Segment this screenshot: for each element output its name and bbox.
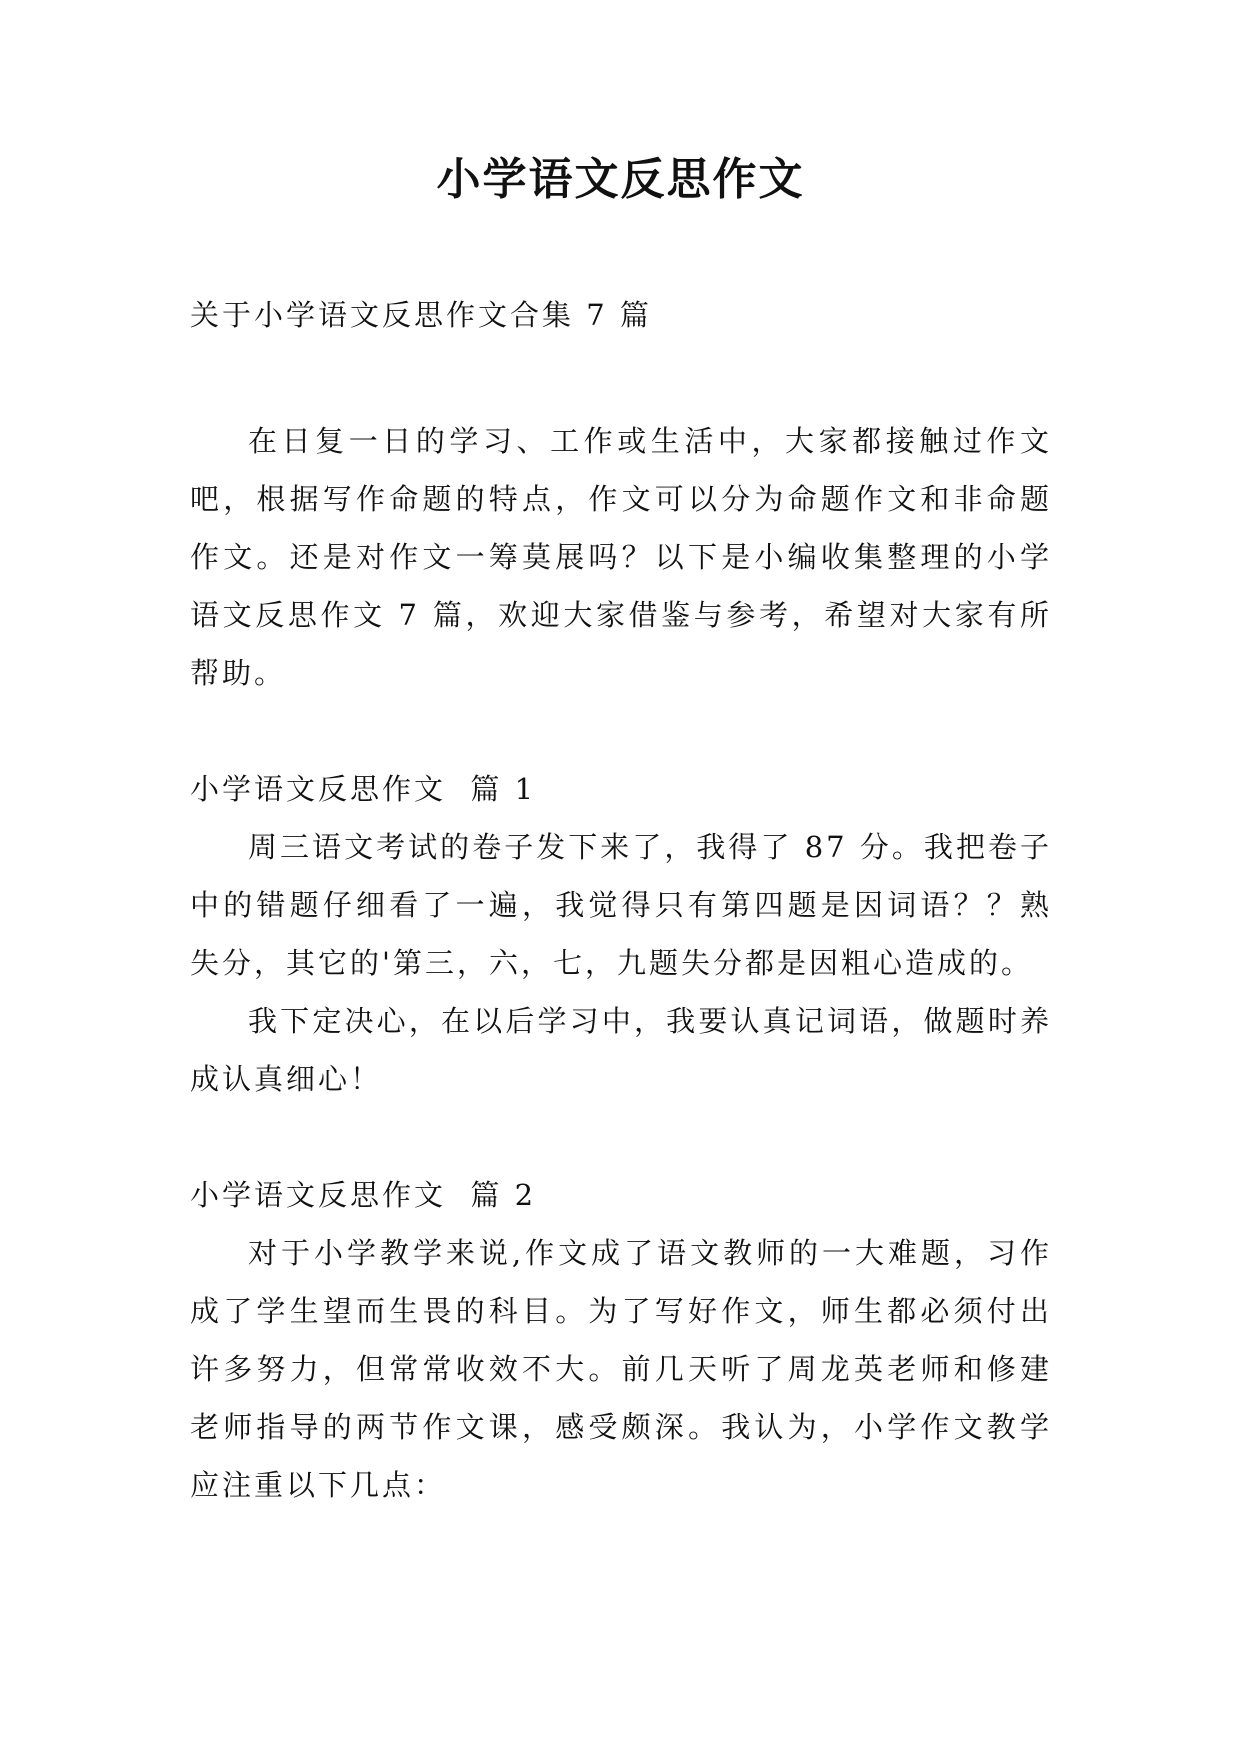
section-paragraph: 对于小学教学来说,作文成了语文教师的一大难题，习作成了学生望而生畏的科目。为了写好作文，师生都必须付出许多努力，但常常收效不大。前几天听了周龙英老师和修建老师指导的两节作文课，感受颇深。我认为，小学作文教学应注重以下几点： bbox=[190, 1236, 1052, 1502]
section-paragraph: 周三语文考试的卷子发下来了，我得了 87 分。我把卷子中的错题仔细看了一遍，我觉得只有第四题是因词语？？熟失分，其它的'第三，六，七，九题失分都是因粗心造成的。 bbox=[190, 830, 1052, 980]
spacer bbox=[190, 702, 1052, 760]
spacer bbox=[190, 344, 1052, 412]
intro-paragraph: 在日复一日的学习、工作或生活中，大家都接触过作文吧，根据写作命题的特点，作文可以分为命题作文和非命题作文。还是对作文一筹莫展吗？以下是小编收集整理的小学语文反思作文 7 篇，欢迎大家借鉴与参考，希望对大家有所帮助。 bbox=[190, 424, 1052, 690]
document-subtitle: 关于小学语文反思作文合集 7 篇 bbox=[190, 298, 652, 332]
section-2 bbox=[190, 1166, 1052, 1514]
section-1 bbox=[190, 760, 1052, 1108]
document-title: 小学语文反思作文 bbox=[436, 154, 805, 205]
section-heading: 小学语文反思作文 篇 2 bbox=[190, 1178, 537, 1212]
section-paragraph: 我下定决心，在以后学习中，我要认真记词语，做题时养成认真细心！ bbox=[190, 1004, 1052, 1096]
section-heading: 小学语文反思作文 篇 1 bbox=[190, 772, 537, 806]
spacer bbox=[190, 1108, 1052, 1166]
document-body bbox=[190, 286, 1052, 1514]
